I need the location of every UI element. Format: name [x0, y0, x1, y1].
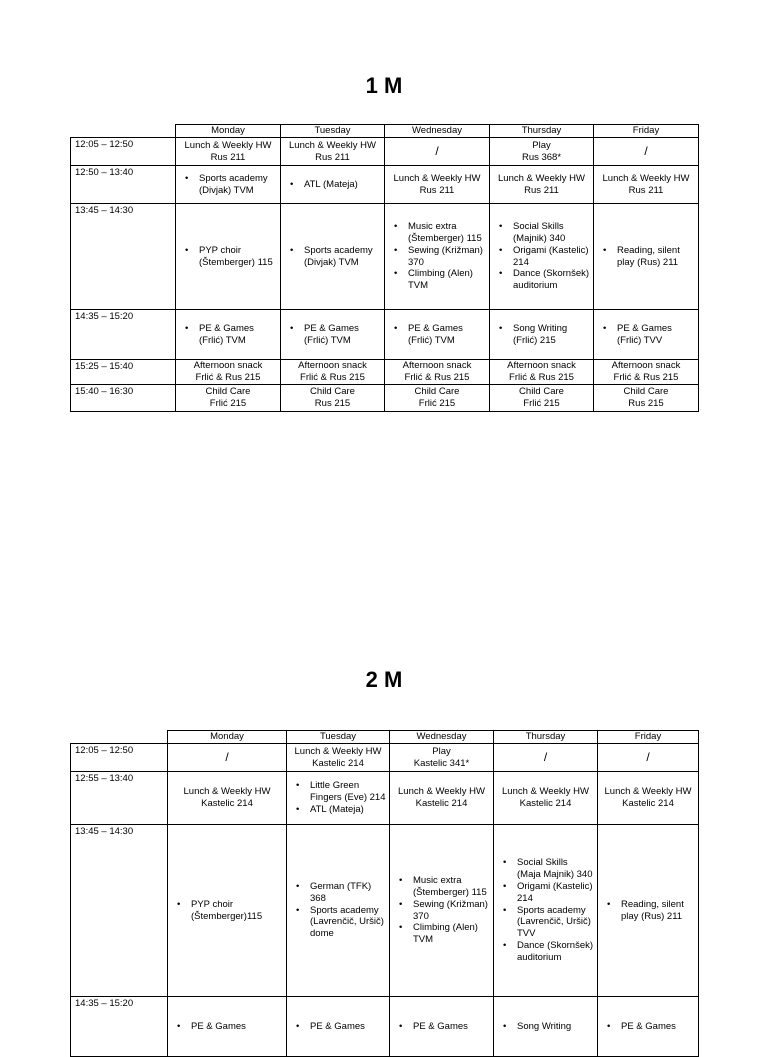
time-slot: 15:40 – 16:30: [71, 385, 176, 412]
activity-cell-friday: [594, 138, 699, 166]
day-header-wednesday: Wednesday: [385, 125, 490, 138]
activity-cell-friday: [598, 744, 699, 772]
cell-text: Frlić 215: [209, 398, 247, 409]
list-item: • Climbing (Alen) TVM: [388, 268, 486, 292]
cell-text: Rus 211: [315, 151, 350, 163]
activity-cell-thursday: [490, 166, 594, 204]
activity-cell-monday: [176, 360, 281, 385]
cell-text: Child Care: [205, 386, 251, 398]
time-slot: 12:05 – 12:50: [71, 138, 176, 166]
activity-list: [493, 221, 590, 292]
cell-text: Frlić & Rus 215: [509, 372, 574, 383]
activity-list: [497, 857, 594, 964]
list-item: • ATL (Mateja): [290, 804, 386, 816]
cell-text: Rus 368*: [521, 151, 562, 163]
cell-text: Rus 211: [524, 184, 559, 196]
activity-list: [290, 881, 386, 940]
activity-cell-monday: [168, 825, 287, 997]
activity-cell-monday: [168, 997, 287, 1057]
activity-cell-friday: [594, 360, 699, 385]
list-item: • Sports academy (Lavrenčič, Uršič) TVV: [497, 905, 594, 941]
activity-cell-wednesday: [385, 204, 490, 310]
activity-list: [179, 323, 277, 347]
activity-cell-monday: [176, 310, 281, 360]
cell-text: /: [646, 750, 650, 764]
cell-text: Lunch & Weekly HW: [502, 786, 589, 798]
day-header-thursday: Thursday: [494, 731, 598, 744]
list-item: • PYP choir (Štemberger)115: [171, 899, 283, 923]
table-row: [71, 310, 699, 360]
list-item: • Dance (Skornšek) auditorium: [497, 940, 594, 964]
activity-cell-friday: [594, 166, 699, 204]
activity-cell-tuesday: [281, 204, 385, 310]
day-header-wednesday: Wednesday: [390, 731, 494, 744]
cell-text: Rus 211: [210, 151, 246, 163]
activity-list: [284, 179, 381, 191]
day-header-row: [71, 125, 699, 138]
cell-text: Lunch & Weekly HW: [183, 786, 271, 798]
activity-list: [388, 323, 486, 347]
activity-list: [393, 1021, 490, 1033]
cell-text: Rus 215: [628, 398, 664, 409]
activity-cell-tuesday: [287, 772, 390, 825]
day-header-friday: Friday: [598, 731, 699, 744]
activity-list: [597, 323, 695, 347]
activity-list: [497, 1021, 594, 1033]
list-item: • Sports academy (Divjak) TVM: [284, 245, 381, 269]
cell-text: Lunch & Weekly HW: [289, 139, 376, 151]
activity-cell-wednesday: [390, 997, 494, 1057]
time-slot: 13:45 – 14:30: [71, 204, 176, 310]
activity-list: [393, 875, 490, 946]
cell-text: Afternoon snack: [402, 360, 472, 372]
list-item: • Climbing (Alen) TVM: [393, 922, 490, 946]
cell-text: Frlić 215: [523, 398, 560, 409]
list-item: • Origami (Kastelic) 214: [497, 881, 594, 905]
list-item: • Dance (Skornšek) auditorium: [493, 268, 590, 292]
cell-text: Kastelic 214: [519, 798, 572, 809]
cell-text: Lunch & Weekly HW: [604, 786, 692, 798]
activity-list: [179, 245, 277, 269]
activity-cell-friday: [594, 204, 699, 310]
activity-cell-wednesday: [390, 772, 494, 825]
table-row: [71, 166, 699, 204]
list-item: • Sports academy (Divjak) TVM: [179, 173, 277, 197]
day-header-friday: Friday: [594, 125, 699, 138]
cell-text: Rus 211: [628, 184, 664, 196]
cell-text: Lunch & Weekly HW: [602, 172, 690, 184]
time-slot: 15:25 – 15:40: [71, 360, 176, 385]
cell-text: Child Care: [519, 386, 564, 398]
cell-text: Frlić 215: [418, 398, 456, 409]
list-item: • Song Writing (Frlić) 215: [493, 323, 590, 347]
activity-cell-tuesday: [281, 385, 385, 412]
list-item: • PE & Games (Frlić) TVV: [597, 323, 695, 347]
activity-cell-tuesday: [281, 166, 385, 204]
list-item: • Reading, silent play (Rus) 211: [597, 245, 695, 269]
cell-text: Kastelic 341*: [413, 757, 470, 769]
activity-cell-wednesday: [390, 825, 494, 997]
activity-list: [171, 1021, 283, 1033]
list-item: • Sewing (Križman) 370: [393, 899, 490, 923]
day-header-tuesday: Tuesday: [287, 731, 390, 744]
activity-list: [601, 1021, 695, 1033]
activity-list: [597, 245, 695, 269]
list-item: • PE & Games (Frlić) TVM: [388, 323, 486, 347]
cell-text: Play: [432, 745, 451, 757]
cell-text: Lunch & Weekly HW: [184, 139, 272, 151]
list-item: • Origami (Kastelic) 214: [493, 245, 590, 269]
schedule-title-2m: 2 M: [365, 667, 403, 692]
activity-cell-monday: [176, 138, 281, 166]
list-item: • PE & Games: [290, 1021, 386, 1033]
cell-text: Kastelic 214: [415, 798, 468, 809]
cell-text: Lunch & Weekly HW: [393, 172, 481, 184]
activity-cell-monday: [176, 385, 281, 412]
activity-cell-friday: [598, 825, 699, 997]
schedule-body: [71, 138, 699, 412]
activity-cell-tuesday: [281, 138, 385, 166]
activity-cell-friday: [598, 997, 699, 1057]
table-row: [71, 744, 699, 772]
list-item: • Reading, silent play (Rus) 211: [601, 899, 695, 923]
activity-list: [284, 245, 381, 269]
cell-text: Kastelic 214: [312, 757, 364, 769]
schedule-table-2m: [70, 730, 699, 1057]
cell-text: Play: [532, 139, 551, 151]
list-item: • PE & Games: [393, 1021, 490, 1033]
activity-cell-thursday: [490, 138, 594, 166]
list-item: • Music extra (Štemberger) 115: [393, 875, 490, 899]
list-item: • ATL (Mateja): [284, 179, 381, 191]
activity-cell-wednesday: [390, 744, 494, 772]
activity-cell-monday: [168, 744, 287, 772]
activity-cell-friday: [598, 772, 699, 825]
cell-text: /: [543, 750, 548, 764]
schedule-body: [71, 744, 699, 1057]
time-slot: 14:35 – 15:20: [71, 310, 176, 360]
list-item: • Little Green Fingers (Eve) 214: [290, 780, 386, 804]
header-corner: [71, 125, 176, 138]
cell-text: Lunch & Weekly HW: [398, 786, 485, 798]
cell-text: Child Care: [623, 386, 669, 398]
activity-cell-wednesday: [385, 138, 490, 166]
activity-cell-thursday: [490, 310, 594, 360]
table-row: [71, 360, 699, 385]
activity-cell-tuesday: [287, 825, 390, 997]
list-item: • Song Writing: [497, 1021, 594, 1033]
list-item: • Social Skills (Majnik) 340: [493, 221, 590, 245]
activity-cell-wednesday: [385, 385, 490, 412]
cell-text: Frlić & Rus 215: [300, 372, 365, 383]
list-item: • PYP choir (Štemberger) 115: [179, 245, 277, 269]
cell-text: Rus 211: [419, 184, 455, 196]
time-slot: 13:45 – 14:30: [71, 825, 168, 997]
table-row: [71, 997, 699, 1057]
activity-cell-wednesday: [385, 310, 490, 360]
cell-text: Kastelic 214: [201, 798, 253, 809]
time-slot: 12:05 – 12:50: [71, 744, 168, 772]
cell-text: Child Care: [310, 386, 355, 398]
activity-cell-thursday: [494, 997, 598, 1057]
table-row: [71, 385, 699, 412]
day-header-thursday: Thursday: [490, 125, 594, 138]
table-row: [71, 772, 699, 825]
day-header-monday: Monday: [176, 125, 281, 138]
activity-list: [290, 1021, 386, 1033]
cell-text: Frlić & Rus 215: [404, 372, 470, 383]
activity-cell-monday: [168, 772, 287, 825]
activity-cell-thursday: [494, 825, 598, 997]
list-item: • German (TFK) 368: [290, 881, 386, 905]
cell-text: Child Care: [414, 386, 460, 398]
activity-cell-tuesday: [281, 310, 385, 360]
header-corner: [71, 731, 168, 744]
cell-text: Afternoon snack: [298, 360, 367, 372]
activity-list: [601, 899, 695, 923]
table-row: [71, 825, 699, 997]
activity-cell-thursday: [494, 744, 598, 772]
cell-text: /: [225, 750, 229, 764]
activity-list: [171, 899, 283, 923]
cell-text: Rus 215: [314, 398, 351, 409]
list-item: • Social Skills (Maja Majnik) 340: [497, 857, 594, 881]
activity-cell-thursday: [494, 772, 598, 825]
activity-cell-monday: [176, 204, 281, 310]
activity-list: [493, 323, 590, 347]
activity-list: [290, 780, 386, 816]
activity-cell-thursday: [490, 385, 594, 412]
activity-cell-wednesday: [385, 166, 490, 204]
activity-list: [179, 173, 277, 197]
activity-cell-thursday: [490, 360, 594, 385]
cell-text: Lunch & Weekly HW: [294, 745, 382, 757]
cell-text: Kastelic 214: [622, 798, 674, 809]
activity-cell-friday: [594, 385, 699, 412]
cell-text: /: [644, 144, 648, 158]
list-item: • PE & Games: [171, 1021, 283, 1033]
time-slot: 14:35 – 15:20: [71, 997, 168, 1057]
activity-list: [284, 323, 381, 347]
activity-cell-tuesday: [287, 744, 390, 772]
cell-text: Lunch & Weekly HW: [498, 172, 585, 184]
day-header-monday: Monday: [168, 731, 287, 744]
activity-cell-tuesday: [287, 997, 390, 1057]
schedule-table-1m: [70, 124, 699, 412]
list-item: • Sewing (Križman) 370: [388, 245, 486, 269]
list-item: • Sports academy (Lavrenčič, Uršič) dome: [290, 905, 386, 941]
cell-text: Frlić & Rus 215: [613, 372, 679, 383]
activity-cell-monday: [176, 166, 281, 204]
activity-cell-tuesday: [281, 360, 385, 385]
activity-cell-thursday: [490, 204, 594, 310]
list-item: • PE & Games: [601, 1021, 695, 1033]
activity-cell-friday: [594, 310, 699, 360]
list-item: • PE & Games (Frlić) TVM: [284, 323, 381, 347]
list-item: • Music extra (Štemberger) 115: [388, 221, 486, 245]
cell-text: /: [435, 144, 439, 158]
activity-list: [388, 221, 486, 292]
time-slot: 12:55 – 13:40: [71, 772, 168, 825]
table-row: [71, 138, 699, 166]
day-header-tuesday: Tuesday: [281, 125, 385, 138]
cell-text: Afternoon snack: [611, 360, 681, 372]
list-item: • PE & Games (Frlić) TVM: [179, 323, 277, 347]
day-header-row: [71, 731, 699, 744]
activity-cell-wednesday: [385, 360, 490, 385]
table-row: [71, 204, 699, 310]
cell-text: Afternoon snack: [507, 360, 576, 372]
schedule-title-1m: 1 M: [365, 73, 403, 98]
cell-text: Frlić & Rus 215: [195, 372, 261, 383]
time-slot: 12:50 – 13:40: [71, 166, 176, 204]
cell-text: Afternoon snack: [193, 360, 263, 372]
